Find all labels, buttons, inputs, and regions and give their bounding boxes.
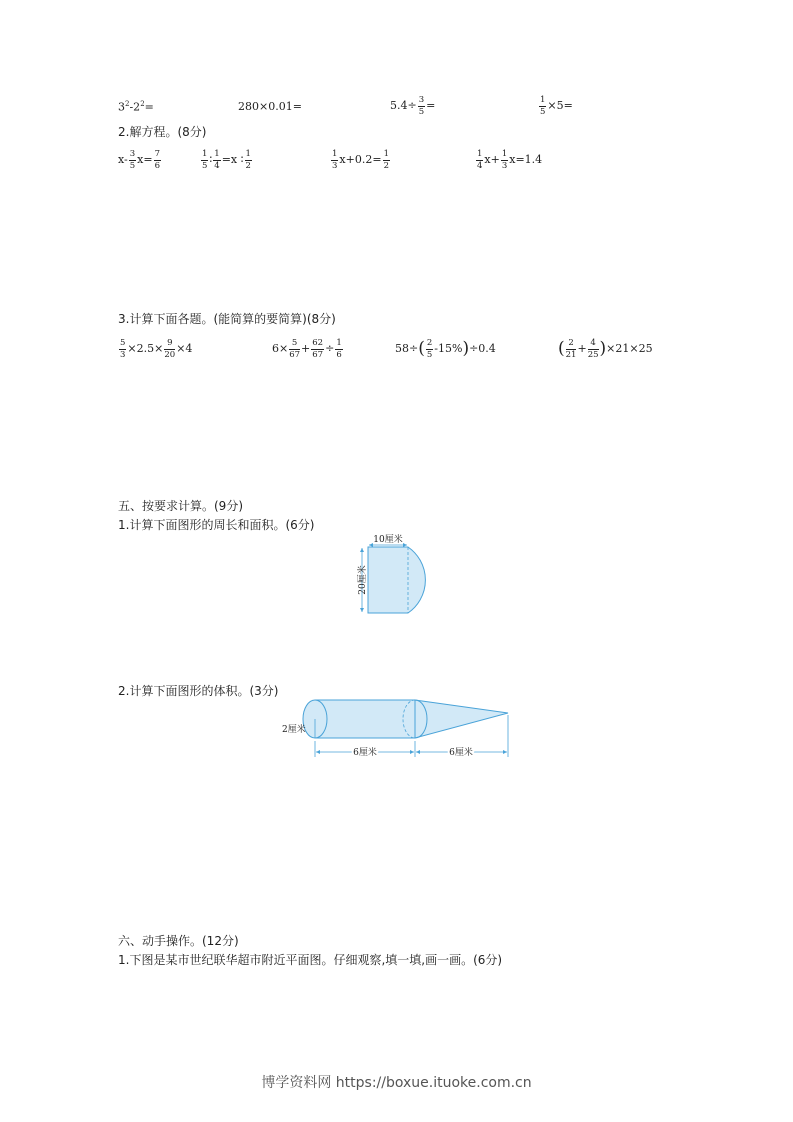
cylinder-length-label: 6厘米: [353, 748, 377, 758]
calc-3-1: $\frac{5}{3}$ ×2.5× $\frac{9}{20}$ ×4: [120, 338, 193, 360]
calc-fifth-times-5: $\frac{1}{5}$ ×5=: [540, 95, 573, 117]
left-arrow-top: [360, 548, 364, 552]
calc-5-4-divide: 5.4÷ $\frac{3}{5}$ =: [390, 95, 436, 117]
top-dimension-label: 10厘米: [373, 535, 403, 545]
section5-q1-title: 1.计算下面图形的周长和面积。(6分): [118, 518, 315, 532]
left-arrow-bottom: [360, 608, 364, 612]
cylinder-body: [315, 700, 415, 738]
top-arrow-right: [403, 543, 407, 547]
equation-4: $\frac{1}{4}$ x+ $\frac{1}{3}$ x=1.4: [477, 149, 543, 171]
cylinder-cone-figure: [280, 693, 520, 768]
cyl-arrow-left: [316, 750, 320, 754]
calc-3-4: ( $\frac{2}{21}$ + $\frac{4}{25}$ )×21×25: [558, 338, 653, 360]
equation-3: $\frac{1}{3}$ x+0.2= $\frac{1}{2}$: [332, 149, 389, 171]
calc-3sq-minus-2sq: $3^2-2^2=$: [118, 100, 154, 114]
calc-280-times: 280×0.01=: [238, 100, 302, 113]
equation-1: x- $\frac{3}{5}$ x= $\frac{7}{6}$: [118, 149, 160, 171]
calc-3-2: 6× $\frac{5}{67}$ + $\frac{62}{67}$ ÷ $\frac{1}{6}$: [272, 338, 342, 360]
left-dimension-label: 20厘米: [358, 565, 368, 595]
section6-q1-title: 1.下图是某市世纪联华超市附近平面图。仔细观察,填一填,画一画。(6分): [118, 953, 503, 967]
q3-title: 3.计算下面各题。(能简算的要简算)(8分): [118, 312, 336, 326]
calc-3-3: 58÷( $\frac{2}{5}$ -15%)÷0.4: [395, 338, 496, 360]
cyl-arrow-right: [410, 750, 414, 754]
q2-title: 2.解方程。(8分): [118, 125, 207, 139]
rectangle-semicircle-figure: [350, 532, 450, 622]
composite-shape: [368, 547, 425, 613]
equation-2: $\frac{1}{5}$ ∶ $\frac{1}{4}$ =x ∶ $\frac{1}{2}$: [202, 149, 251, 171]
section6-title: 六、动手操作。(12分): [118, 934, 239, 948]
section5-title: 五、按要求计算。(9分): [118, 499, 243, 513]
cone-body: [415, 700, 508, 738]
cone-arrow-left: [416, 750, 420, 754]
radius-label: 2厘米: [282, 725, 306, 735]
cone-arrow-right: [503, 750, 507, 754]
cone-length-label: 6厘米: [449, 748, 473, 758]
section5-q2-title: 2.计算下面图形的体积。(3分): [118, 684, 279, 698]
footer-watermark: 博学资料网 https://boxue.ituoke.com.cn: [261, 1075, 532, 1091]
